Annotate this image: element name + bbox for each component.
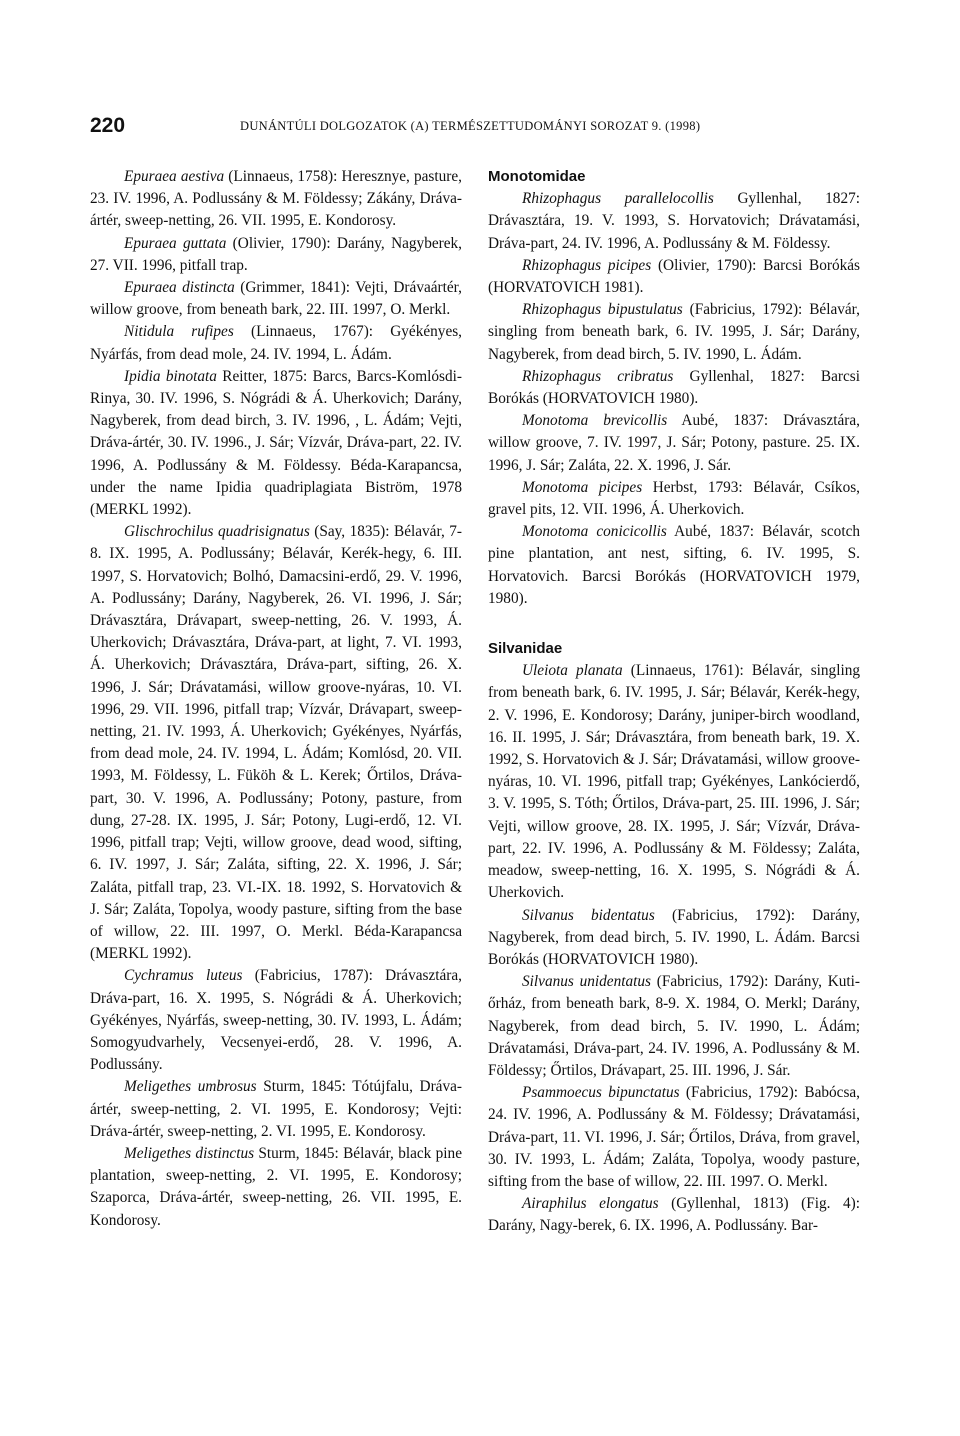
species-entry <box>488 971 860 1082</box>
species-name: Glischrochilus quadrisignatus <box>124 523 310 541</box>
species-record: Aubé, 1837: Bélavár, scotch pine plantation, ant nest, sifting, 6. IV. 1995, S. Horvatovich. Barcsi Borókás (HORVATOVICH 1979, 1980). <box>488 523 861 607</box>
species-record: (Olivier, 1790): Darány, Nagyberek, 27. VII. 1996, pitfall trap. <box>90 234 462 274</box>
species-name: Epuraea aestiva <box>124 168 225 185</box>
species-name: Silvanus unidentatus <box>522 973 651 991</box>
species-name: Airaphilus elongatus <box>522 1195 659 1213</box>
species-record: Reitter, 1875: Barcs, Barcs-Komlósdi-Rinya, 30. IV. 1996, S. Nógrádi & Á. Uherkovich; Darány, Nagyberek, from dead birch, 3. IV. 1996, , L. Ádám; Vejti, Dráva-ártér, 30. IV. 1996., J. Sár; Vízvár, Dráva-part, 22. IV. 1996, A. Podlussány & M. Földessy. Béda-Karapancsa, under the name Ipidia quadriplagiata Biström, 1978 (MERKL 1992). <box>90 367 462 519</box>
species-entry <box>90 277 462 321</box>
journal-running-title: DUNÁNTÚLI DOLGOZATOK (A) TERMÉSZETTUDOMÁNYI SOROZAT 9. (1998) <box>240 119 701 133</box>
species-entry <box>488 660 860 904</box>
species-record: (Olivier, 1790): Barcsi Borókás (HORVATOVICH 1981). <box>488 256 860 297</box>
species-entry <box>90 521 462 965</box>
species-entry <box>488 299 860 366</box>
species-entry <box>488 477 860 521</box>
species-name: Silvanus bidentatus <box>522 906 655 924</box>
species-entry <box>488 521 860 610</box>
species-entry <box>90 166 462 233</box>
species-record: (Fabricius, 1792): Darány, Nagyberek, from dead birch, 5. IV. 1990, L. Ádám. Barcsi Borókás (HORVATOVICH 1980). <box>488 906 861 968</box>
page-header <box>90 114 880 144</box>
family-heading-silvanidae: Silvanidae <box>488 640 563 658</box>
family-heading-monotomidae: Monotomidae <box>488 168 586 185</box>
species-entry <box>90 366 462 521</box>
species-name: Nitidula rufipes <box>124 323 234 341</box>
species-record: Gyllenhal, 1827: Barcsi Borókás (HORVATOVICH 1980). <box>488 367 860 408</box>
species-name: Epuraea distincta <box>124 279 235 297</box>
species-entry <box>90 965 462 1076</box>
species-record: Herbst, 1793: Bélavár, Csíkos, gravel pits, 12. VII. 1996, Á. Uherkovich. <box>488 478 860 519</box>
species-name: Ipidia binotata <box>124 367 217 385</box>
species-entry <box>90 233 462 277</box>
species-name: Meligethes distinctus <box>124 1144 255 1162</box>
species-record: (Linnaeus, 1758): Heresznye, pasture, 23. IV. 1996, A. Podlussány & M. Földessy; Zákány, Dráva-ártér, sweep-netting, 26. VII. 1995, E. Kondorosy. <box>90 168 462 230</box>
species-entry <box>488 905 860 972</box>
species-record: (Grimmer, 1841): Vejti, Drávaártér, willow groove, from beneath bark, 22. III. 1997, O. Merkl. <box>90 279 462 319</box>
species-name: Cychramus luteus <box>124 967 243 985</box>
left-column <box>90 166 462 1232</box>
species-name: Rhizophagus bipustulatus <box>522 301 683 319</box>
species-record: (Linnaeus, 1767): Gyékényes, Nyárfás, from dead mole, 24. IV. 1994, L. Ádám. <box>90 323 463 363</box>
species-entry <box>90 1143 462 1232</box>
species-record: Sturm, 1845: Bélavár, black pine plantation, sweep-netting, 2. VI. 1995, E. Kondorosy; Szaporca, Dráva-ártér, sweep-netting, 26. VII. 1995, E. Kondorosy. <box>90 1144 462 1229</box>
page-number: 220 <box>90 114 126 137</box>
species-name: Psammoecus bipunctatus <box>522 1084 680 1102</box>
species-entry <box>488 1193 860 1237</box>
species-name: Uleiota planata <box>522 662 623 680</box>
species-entry <box>90 321 462 365</box>
species-record: (Fabricius, 1792): Babócsa, 24. IV. 1996, A. Podlussány & M. Földessy; Drávatamási, Dráva-part, 11. VI. 1996, J. Sár; Őrtilos, Dráva, from gravel, 30. IV. 1993, L. Ádám; Zaláta, Topolya, woody pasture, sifting from the base of willow, 22. III. 1997. O. Merkl. <box>488 1084 861 1190</box>
species-entry <box>488 410 860 477</box>
species-name: Meligethes umbrosus <box>124 1078 257 1096</box>
species-name: Monotoma conicicollis <box>522 523 667 541</box>
species-record: (Fabricius, 1792): Darány, Kuti-őrház, from beneath bark, 8-9. X. 1984, O. Merkl; Darány, Nagyberek, from dead birch, 5. IV. 1990, L. Ádám; Drávatamási, Dráva-part, 24. IV. 1996, A. Podlussány & M. Földessy; Őrtilos, Drávapart, 25. III. 1996, J. Sár. <box>488 973 860 1079</box>
species-record: (Fabricius, 1792): Bélavár, singling from beneath bark, 6. IV. 1995, J. Sár; Darány, Nagyberek, from dead birch, 5. IV. 1990, L. Ádám. <box>488 301 860 363</box>
species-record: (Gyllenhal, 1813) (Fig. 4): Darány, Nagy-berek, 6. IX. 1996, A. Podlussány. Bar- <box>488 1195 861 1235</box>
right-column <box>488 166 860 1238</box>
species-record: Gyllenhal, 1827: Drávasztára, 19. V. 1993, S. Horvatovich; Drávatamási, Dráva-part, 24. IV. 1996, A. Podlussány & M. Földessy. <box>488 190 861 252</box>
species-name: Rhizophagus cribratus <box>522 367 674 385</box>
species-name: Monotoma brevicollis <box>522 412 668 430</box>
species-entry <box>488 1082 860 1193</box>
species-record: (Linnaeus, 1761): Bélavár, singling from beneath bark, 6. IV. 1995, J. Sár; Bélavár, Kerék-hegy, 2. V. 1996, E. Kondorosy; Darány, juniper-birch woodland, 16. II. 1995, J. Sár; Drávasztára, from beneath bark, 19. X. 1992, S. Horvatovich & J. Sár; Drávatamási, willow groove-nyáras, 10. VI. 1996, pitfall trap; Gyékényes, Lankócierdő, 3. V. 1995, S. Tóth; Őrtilos, Dráva-part, 25. III. 1996, J. Sár; Vejti, willow groove, 28. IX. 1995, J. Sár; Vízvár, Dráva-part, 22. IV. 1996, A. Podlussány & M. Földessy; Zaláta, meadow, sweep-netting, 16. X. 1995, S. Nógrádi & Á. Uherkovich. <box>488 662 860 902</box>
species-record: (Fabricius, 1787): Drávasztára, Dráva-part, 16. X. 1995, S. Nógrádi & Á. Uherkovich; Gyékényes, Nyárfás, sweep-netting, 30. IV. 1993, L. Ádám; Somogyudvarhely, Vecsenyei-erdő, 28. V. 1996, A. Podlussány. <box>90 967 463 1074</box>
species-record: (Say, 1835): Bélavár, 7-8. IX. 1995, A. Podlussány; Bélavár, Kerék-hegy, 6. III. 1997, S. Horvatovich; Bolhó, Damacsini-erdő, 29. V. 1996, A. Podlussány; Darány, Nagyberek, 26. VI. 1996, J. Sár; Drávasztára, Drávapart, sweep-netting, 26. V. 1993, Á. Uherkovich; Drávasztára, Dráva-part, at light, 7. VI. 1993, Á. Uherkovich; Drávasztára, Dráva-part, sifting, 26. X. 1996, J. Sár; Drávatamási, willow groove-nyáras, 10. VI. 1996, 29. VII. 1996, pitfall trap; Vízvár, Drávapart, sweep-netting, 21. IV. 1993, Á. Uherkovich; Gyékényes, Nyárfás, from dead mole, 24. IV. 1994, L. Ádám; Komlósd, 20. VII. 1993, M. Földessy, L. Füköh & L. Kerek; Őrtilos, Dráva-part, 30. V. 1996, A. Podlussány; Potony, pasture, from dung, 27-28. IX. 1995, J. Sár; Potony, Lugi-erdő, 12. VI. 1996, pitfall trap; Vejti, willow groove, dead wood, sifting, 6. IV. 1997, J. Sár; Zaláta, sifting, 22. X. 1996, J. Sár; Zaláta, pitfall trap, 23. VI.-IX. 18. 1992, S. Horvatovich & J. Sár; Zaláta, Topolya, woody pasture, sifting from the base of willow, 22. III. 1997, O. Merkl. Béda-Karapancsa (MERKL 1992). <box>90 523 462 963</box>
species-name: Epuraea guttata <box>124 234 227 252</box>
species-name: Monotoma picipes <box>522 478 643 496</box>
species-name: Rhizophagus parallelocollis <box>522 190 714 208</box>
species-entry <box>90 1076 462 1143</box>
species-name: Rhizophagus picipes <box>522 256 652 274</box>
species-entry <box>488 255 860 299</box>
species-record: Sturm, 1845: Tótújfalu, Dráva-ártér, sweep-netting, 2. VI. 1995, E. Kondorosy; Vejti: Dráva-ártér, sweep-netting, 2. VI. 1995, E. Kondorosy. <box>90 1078 462 1140</box>
species-record: Aubé, 1837: Drávasztára, willow groove, 7. IV. 1997, J. Sár; Potony, pasture. 25. IX. 1996, J. Sár; Zaláta, 22. X. 1996, J. Sár. <box>488 412 860 474</box>
species-entry <box>488 188 860 255</box>
species-entry <box>488 366 860 410</box>
